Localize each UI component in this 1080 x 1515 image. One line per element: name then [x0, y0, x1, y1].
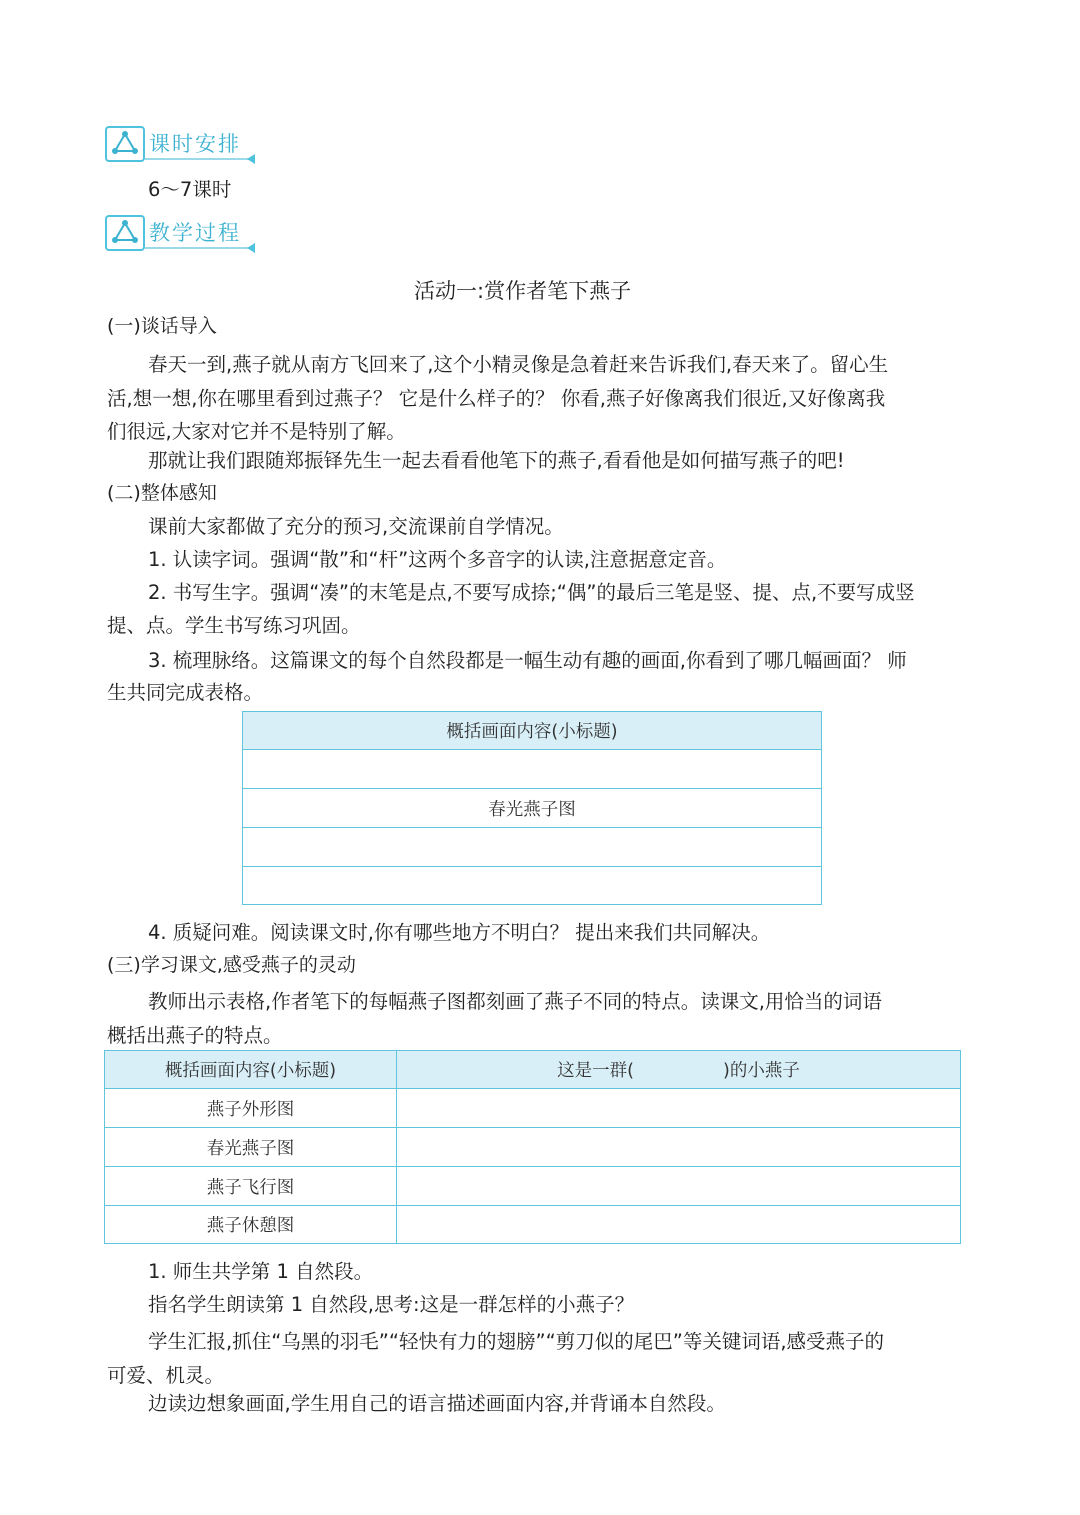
picture-summary-table: [242, 711, 822, 905]
divider: [145, 158, 249, 160]
table-cell: [397, 1089, 961, 1128]
triangle-marker-icon: [247, 243, 255, 253]
class-hours: 6～7课时: [148, 178, 232, 201]
triangle-marker-icon: [247, 154, 255, 164]
paragraph-line: 指名学生朗读第 1 自然段,思考:这是一群怎样的小燕子？: [148, 1293, 635, 1316]
paragraph-line: 1. 认读字词。强调“散”和“杆”这两个多音字的认读,注意据意定音。: [148, 548, 727, 571]
table-cell: 春光燕子图: [105, 1128, 397, 1167]
table-cell: 燕子休憩图: [105, 1206, 397, 1244]
paragraph-line: 生共同完成表格。: [107, 681, 264, 704]
table-cell: 燕子外形图: [105, 1089, 397, 1128]
section-label: 教学过程: [149, 221, 241, 245]
paragraph-line: 概括出燕子的特点。: [107, 1024, 283, 1047]
activity-title: 活动一:赏作者笔下燕子: [414, 279, 632, 303]
paragraph-line: 们很远,大家对它并不是特别了解。: [107, 420, 406, 443]
table-cell: [397, 1206, 961, 1244]
table-header: 概括画面内容(小标题): [243, 712, 822, 750]
paragraph-line: 教师出示表格,作者笔下的每幅燕子图都刻画了燕子不同的特点。读课文,用恰当的词语: [148, 990, 882, 1013]
divider: [145, 247, 249, 249]
table-cell: [243, 828, 822, 867]
section-badge-process: [105, 213, 255, 253]
triangle-nodes-icon: [105, 215, 145, 251]
paragraph-line: 可爱、机灵。: [107, 1364, 225, 1387]
paragraph-line: 边读边想象画面,学生用自己的语言描述画面内容,并背诵本自然段。: [148, 1392, 726, 1415]
table-cell: [397, 1167, 961, 1206]
paragraph-line: 那就让我们跟随郑振铎先生一起去看看他笔下的燕子,看看他是如何描写燕子的吧!: [148, 449, 845, 472]
paragraph-line: 4. 质疑问难。阅读课文时,你有哪些地方不明白？ 提出来我们共同解决。: [148, 921, 771, 944]
table-cell: [243, 867, 822, 905]
part1-heading: (一)谈话导入: [107, 315, 217, 337]
table-header: 概括画面内容(小标题): [105, 1051, 397, 1089]
paragraph-line: 提、点。学生书写练习巩固。: [107, 614, 361, 637]
paragraph-line: 学生汇报,抓住“乌黑的羽毛”“轻快有力的翅膀”“剪刀似的尾巴”等关键词语,感受燕子的: [148, 1330, 885, 1353]
paragraph-line: 2. 书写生字。强调“凑”的末笔是点,不要写成捺;“偶”的最后三笔是竖、提、点,不要写成竖: [148, 581, 915, 604]
section-badge-schedule: [105, 124, 255, 164]
swallow-traits-table: [104, 1050, 961, 1244]
table-header: 这是一群( )的小燕子: [397, 1051, 961, 1089]
table-cell: 春光燕子图: [243, 789, 822, 828]
table-cell: 燕子飞行图: [105, 1167, 397, 1206]
paragraph-line: 课前大家都做了充分的预习,交流课前自学情况。: [148, 515, 564, 538]
paragraph-line: 春天一到,燕子就从南方飞回来了,这个小精灵像是急着赶来告诉我们,春天来了。留心生: [148, 353, 889, 376]
part2-heading: (二)整体感知: [107, 482, 217, 504]
table-cell: [397, 1128, 961, 1167]
paragraph-line: 1. 师生共学第 1 自然段。: [148, 1260, 374, 1283]
section-label: 课时安排: [149, 132, 241, 156]
table-cell: [243, 750, 822, 789]
triangle-nodes-icon: [105, 126, 145, 162]
part3-heading: (三)学习课文,感受燕子的灵动: [107, 954, 356, 976]
paragraph-line: 活,想一想,你在哪里看到过燕子？ 它是什么样子的？ 你看,燕子好像离我们很近,又好像离我: [107, 387, 886, 410]
paragraph-line: 3. 梳理脉络。这篇课文的每个自然段都是一幅生动有趣的画面,你看到了哪几幅画面？ 师: [148, 649, 907, 672]
